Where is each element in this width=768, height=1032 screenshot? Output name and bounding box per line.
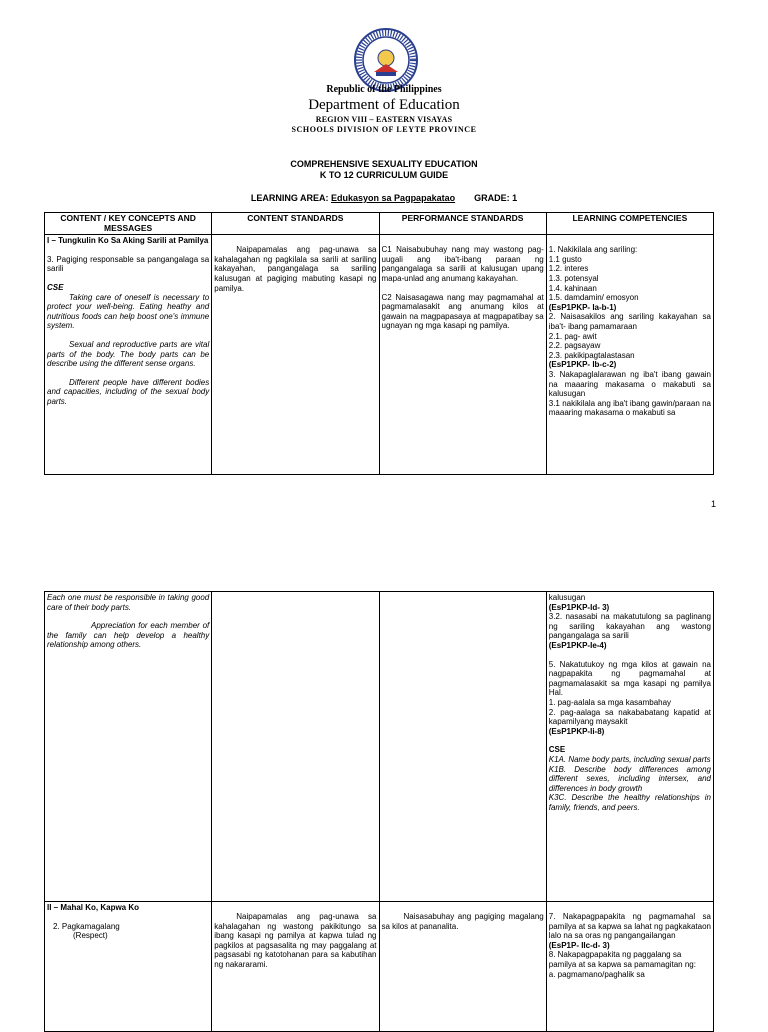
- document-subtitle: K TO 12 CURRICULUM GUIDE: [319, 170, 449, 180]
- content-cell: [45, 902, 212, 1032]
- competency-line: 3.1 nakikilala ang iba't ibang gawin/paraan na maaaring makasama o makabuti sa: [548, 398, 711, 418]
- curriculum-table-page1: [44, 212, 714, 475]
- competency-code: (EsP1PKP- Ia-b-1): [548, 302, 617, 312]
- learning-competencies-cell: [546, 592, 713, 902]
- competency-line: 2. pag-aalaga sa nakababatang kapatid at kapamilyang maysakit: [548, 707, 711, 727]
- section-heading: II – Mahal Ko, Kapwa Ko: [47, 903, 140, 912]
- table-header-row: [45, 213, 714, 235]
- table-row: [45, 592, 714, 902]
- section-heading: I – Tungkulin Ko Sa Aking Sarili at Pamilya: [47, 236, 209, 246]
- performance-standards-cell: [379, 235, 546, 475]
- table-row: [45, 235, 714, 475]
- performance-standards-cell: [379, 592, 546, 902]
- performance-standard-c1: C1 Naisabubuhay nang may wastong pag-uugali ang iba't-ibang paraan ng pangangalaga sa sarili at kalusugan upang mapa-unlad ang anumang kakayahan.: [381, 245, 544, 283]
- cse-item: K3C. Describe the healthy relationships in family, friends, and peers.: [548, 793, 711, 812]
- competency-line: 3.2. nasasabi na makatutulong sa paglinang ng sariling kakayahan ang wastong pangangalaga sa sarili: [548, 612, 711, 641]
- competency-line: a. pagmamano/paghalik sa: [548, 969, 645, 979]
- competency-line: 8. Nakapagpapakita ng paggalang sa: [548, 950, 682, 960]
- competency-line: 2.3. pakikipagtalastasan: [548, 350, 635, 360]
- competency-line: 1.1 gusto: [548, 254, 582, 264]
- concept-item: 3. Pagiging responsable sa pangangalaga sa sarili: [47, 254, 210, 274]
- competency-code: (EsP1PKP- Ib-c-2): [548, 360, 617, 370]
- competency-code: (EsP1P- IIc-d- 3): [548, 940, 610, 950]
- competency-line: 2. Naisasakilos ang sariling kakayahan sa iba't- ibang pamamaraan: [548, 312, 711, 331]
- division-text: SCHOOLS DIVISION OF LEYTE PROVINCE: [291, 125, 477, 134]
- page-number: 1: [711, 499, 717, 509]
- competency-line: 1.2. interes: [548, 264, 589, 274]
- cse-paragraph: Each one must be responsible in taking good care of their body parts.: [47, 593, 210, 612]
- performance-standard-text: Naisasabuhay ang pagiging magalang sa kilos at pananalita.: [381, 912, 544, 931]
- competency-line: 2.1. pag- awit: [548, 331, 597, 341]
- competency-line: 3. Nakapaglalarawan ng iba't ibang gawain na maaaring makasama o makabuti sa kalusugan: [548, 369, 711, 399]
- content-standard-text: Naipapamalas ang pag-unawa sa kahalagahan ng wastong pakikitungo sa ibang kasapi ng pamilya at kapwa tulad ng pagkilos at pagsasalita ng may paggalang at pagsasabi ng katotohanan para sa kabutihan ng nakararami.: [214, 912, 377, 969]
- cse-paragraph: Sexual and reproductive parts are vital parts of the body. The body parts can be describe using the different sense organs.: [47, 339, 210, 369]
- learning-competencies-cell: [546, 235, 713, 475]
- cse-item: K1A. Name body parts, including sexual parts: [548, 754, 711, 764]
- content-standards-cell: [212, 235, 379, 475]
- document-title: COMPREHENSIVE SEXUALITY EDUCATION: [290, 159, 478, 169]
- learning-area-line: [0, 193, 768, 203]
- table-row: [45, 902, 714, 1032]
- competency-line: 5. Nakatutukoy ng mga kilos at gawain na nagpapakita ng pagmamahal at pagmamalasakit sa mga kasapi ng pamilya Hal.: [548, 659, 711, 698]
- competency-code: (EsP1PKP-Id- 3): [548, 602, 610, 612]
- learning-competencies-cell: [546, 902, 713, 1032]
- performance-standard-c2: C2 Naisasagawa nang may pagmamahal at pagmamalasakit ang anumang kilos at gawain na magpapasaya at magpapatibay sa ugnayan ng mga kasapi ng pamilya.: [381, 292, 544, 331]
- curriculum-table-page2: [44, 591, 714, 1032]
- content-standards-cell: [212, 902, 379, 1032]
- cse-item: K1B. Describe body differences among different sexes, including intersex, and differences in body growth: [548, 764, 711, 793]
- concept-item: 2. Pagkamagalang: [53, 921, 120, 931]
- header-content: CONTENT / KEY CONCEPTS AND MESSAGES: [45, 213, 212, 235]
- cse-paragraph: Different people have different bodies and capacities, including of the sexual body parts.: [47, 377, 210, 406]
- concept-item-sub: (Respect): [73, 931, 108, 941]
- content-cell: [45, 235, 212, 475]
- content-cell: [45, 592, 212, 902]
- cse-paragraph: Appreciation for each member of the family can help develop a healthy relationship among others.: [47, 621, 210, 650]
- cse-paragraph: Taking care of oneself is necessary to protect your well-being. Eating heathy and nutritious foods can help boost one's immune system.: [47, 292, 210, 331]
- cse-label: CSE: [47, 282, 64, 292]
- competency-code: (EsP1PKP-Ii-8): [548, 726, 605, 736]
- competency-code: (EsP1PKP-Ie-4): [548, 640, 607, 650]
- competency-line: pamilya at sa kapwa sa pamamagitan ng:: [548, 959, 696, 969]
- grade-label: GRADE: 1: [474, 193, 518, 203]
- competency-line: 7. Nakapagpapakita ng pagmamahal sa pamilya at sa kapwa sa lahat ng pagkakataon lalo na sa oras ng pangangailangan: [548, 912, 711, 941]
- region-text: REGION VIII – EASTERN VISAYAS: [315, 115, 453, 124]
- deped-seal-icon: [354, 28, 418, 92]
- learning-area-value: Edukasyon sa Pagpapakatao: [331, 193, 456, 203]
- content-standard-text: Naipapamalas ang pag-unawa sa kahalagahan ng pagkilala sa sarili at sariling kakayahan, pangangalaga sa sariling kalusugan at pagiging mabuting kasapi ng pamilya.: [214, 245, 377, 293]
- competency-line: 1. pag-aalala sa mga kasambahay: [548, 697, 672, 707]
- competency-line: 1.4. kahinaan: [548, 283, 597, 293]
- content-standards-cell: [212, 592, 379, 902]
- department-title: Department of Education: [308, 97, 460, 113]
- cse-label: CSE: [548, 745, 566, 755]
- header-content-standards: CONTENT STANDARDS: [212, 213, 379, 235]
- republic-text: Republic of the Philippines: [326, 84, 442, 95]
- competency-line: 1.5. damdamin/ emosyon: [548, 293, 639, 303]
- competency-line: 2.2. pagsayaw: [548, 341, 601, 351]
- competency-line: 1.3. potensyal: [548, 273, 599, 283]
- header-performance-standards: PERFORMANCE STANDARDS: [379, 213, 546, 235]
- competency-line: 1. Nakikilala ang sariling:: [548, 245, 638, 255]
- learning-area-label: LEARNING AREA:: [250, 193, 329, 203]
- performance-standards-cell: [379, 902, 546, 1032]
- header-learning-competencies: LEARNING COMPETENCIES: [546, 213, 713, 235]
- competency-line: kalusugan: [548, 593, 586, 602]
